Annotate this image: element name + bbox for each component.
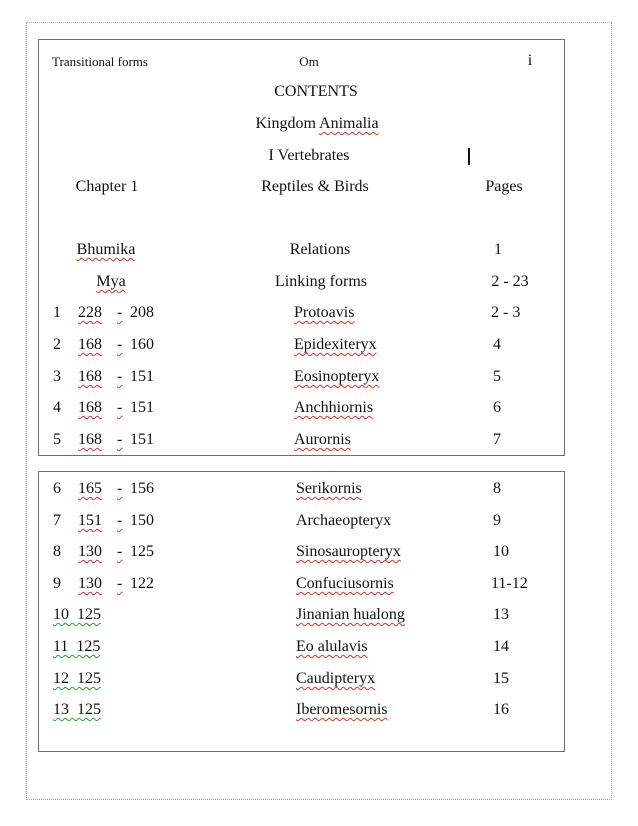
row-name: Aurornis bbox=[294, 431, 351, 448]
row-label: 10 125 bbox=[53, 606, 101, 623]
row-mya-from: 165 bbox=[78, 480, 102, 497]
row-mya-to: 151 bbox=[130, 431, 154, 448]
kingdom-title bbox=[255, 114, 378, 134]
row-number: 9 bbox=[53, 575, 61, 592]
row-number: 6 bbox=[53, 480, 61, 497]
intro-pages: 1 bbox=[494, 241, 502, 258]
row-number: 8 bbox=[53, 543, 61, 560]
row-name: Epidexiteryx bbox=[294, 336, 377, 353]
row-mya-dash: - bbox=[117, 399, 123, 416]
row-pages: 8 bbox=[493, 480, 501, 497]
row-label: 11 125 bbox=[53, 638, 101, 655]
row-name: Protoavis bbox=[294, 304, 355, 321]
row-pages: 15 bbox=[493, 670, 509, 687]
row-mya-from: 168 bbox=[78, 399, 102, 416]
row-pages: 13 bbox=[493, 606, 509, 623]
row-mya-from: 130 bbox=[78, 543, 102, 560]
row-mya-from: 168 bbox=[78, 336, 102, 353]
section-title: I Vertebrates bbox=[268, 147, 350, 164]
kingdom-word: Kingdom bbox=[255, 115, 316, 132]
kingdom-name: Animalia bbox=[319, 115, 379, 132]
page-number: i bbox=[527, 52, 533, 69]
chapter-header: Chapter 1 bbox=[75, 178, 139, 195]
row-pages: 5 bbox=[493, 368, 501, 385]
row-pages: 6 bbox=[493, 399, 501, 416]
row-name: Anchhiornis bbox=[294, 399, 374, 416]
text-cursor bbox=[468, 148, 470, 165]
row-mya-to: 150 bbox=[130, 512, 154, 529]
intro-pages: 2 - 23 bbox=[491, 273, 529, 290]
row-number: 7 bbox=[53, 512, 61, 529]
row-mya-dash: - bbox=[117, 304, 123, 321]
row-mya-dash: - bbox=[117, 336, 123, 353]
row-number: 2 bbox=[53, 336, 61, 353]
row-mya-from: 168 bbox=[78, 431, 102, 448]
row-mya-to: 160 bbox=[130, 336, 154, 353]
row-pages: 10 bbox=[493, 543, 509, 560]
row-mya-to: 125 bbox=[130, 543, 154, 560]
row-mya-to: 151 bbox=[130, 368, 154, 385]
row-mya-dash: - bbox=[117, 431, 123, 448]
subject-header: Reptiles & Birds bbox=[261, 178, 369, 195]
row-mya-from: 228 bbox=[78, 304, 102, 321]
row-name: Serikornis bbox=[296, 480, 362, 497]
row-pages: 9 bbox=[493, 512, 501, 529]
row-name: Archaeopteryx bbox=[296, 512, 392, 529]
row-pages: 4 bbox=[493, 336, 501, 353]
row-mya-to: 156 bbox=[130, 480, 154, 497]
header-left: Transitional forms bbox=[52, 54, 148, 69]
row-number: 4 bbox=[53, 399, 61, 416]
row-name: Confuciusornis bbox=[296, 575, 394, 592]
row-label: 12 125 bbox=[53, 670, 101, 687]
intro-name: Linking forms bbox=[275, 273, 367, 290]
row-mya-dash: - bbox=[117, 543, 123, 560]
row-mya-from: 168 bbox=[78, 368, 102, 385]
row-name: Iberomesornis bbox=[296, 701, 388, 718]
row-name: Jinanian hualong bbox=[296, 606, 405, 623]
header-center: Om bbox=[299, 54, 319, 69]
row-name: Caudipteryx bbox=[296, 670, 376, 687]
contents-title: CONTENTS bbox=[274, 83, 358, 100]
row-mya-from: 130 bbox=[78, 575, 102, 592]
row-pages: 11-12 bbox=[491, 575, 528, 592]
row-name: Sinosauropteryx bbox=[296, 543, 401, 560]
row-number: 3 bbox=[53, 368, 61, 385]
row-label: 13 125 bbox=[53, 701, 101, 718]
row-mya-dash: - bbox=[117, 368, 123, 385]
row-number: 1 bbox=[53, 304, 61, 321]
row-mya-to: 208 bbox=[130, 304, 154, 321]
row-mya-dash: - bbox=[117, 575, 123, 592]
intro-left: Bhumika bbox=[76, 241, 136, 258]
row-mya-from: 151 bbox=[78, 512, 102, 529]
row-number: 5 bbox=[53, 431, 61, 448]
row-mya-dash: - bbox=[117, 512, 123, 529]
row-mya-dash: - bbox=[117, 480, 123, 497]
row-pages: 16 bbox=[493, 701, 509, 718]
pages-header: Pages bbox=[485, 178, 523, 195]
row-name: Eo alulavis bbox=[296, 638, 368, 655]
row-name: Eosinopteryx bbox=[294, 368, 380, 385]
row-mya-to: 151 bbox=[130, 399, 154, 416]
intro-name: Relations bbox=[289, 241, 351, 258]
row-mya-to: 122 bbox=[130, 575, 154, 592]
row-pages: 14 bbox=[493, 638, 509, 655]
row-pages: 7 bbox=[493, 431, 501, 448]
row-pages: 2 - 3 bbox=[491, 304, 521, 321]
intro-left: Mya bbox=[96, 273, 126, 290]
